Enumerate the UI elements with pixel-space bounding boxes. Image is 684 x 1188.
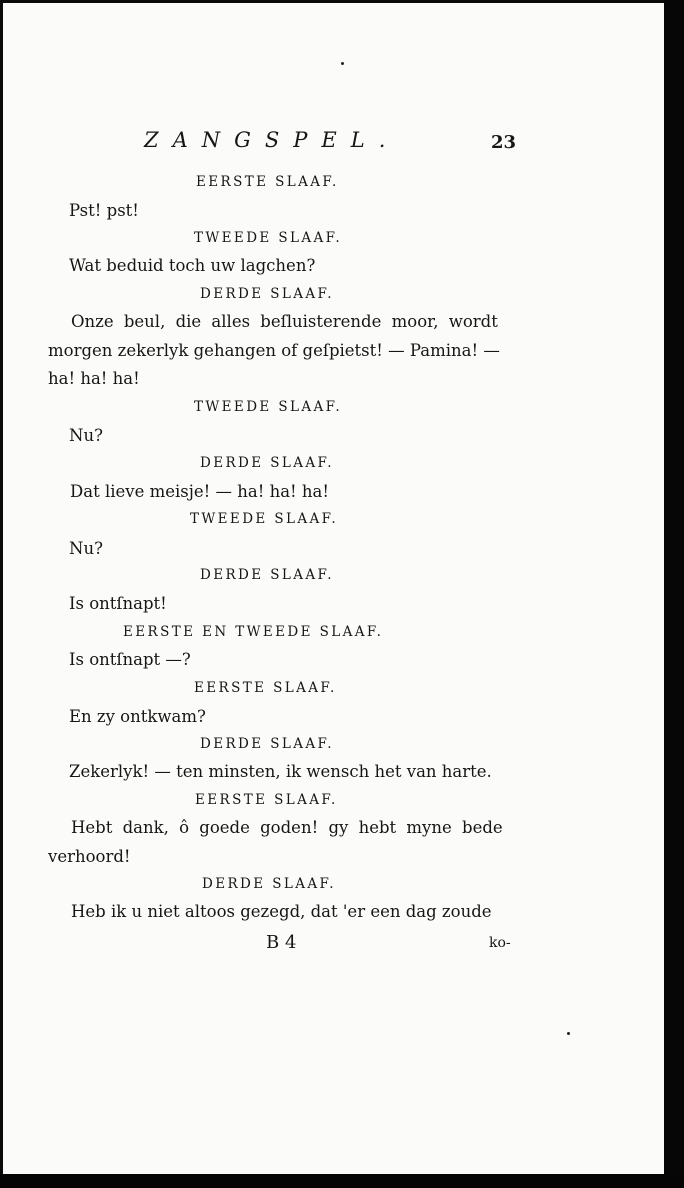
speaker-label: DERDE SLAAF. <box>200 736 334 752</box>
speech-line: Nu? <box>69 426 103 445</box>
speaker-label: EERSTE EN TWEEDE SLAAF. <box>123 624 384 640</box>
scan-border-top <box>0 0 684 3</box>
speaker-label: DERDE SLAAF. <box>202 876 336 892</box>
ink-speck <box>567 1032 570 1035</box>
running-head-title: ZANGSPEL. <box>144 128 400 152</box>
scan-border-right <box>664 0 684 1188</box>
signature-mark: B 4 <box>266 932 297 953</box>
speaker-label: TWEEDE SLAAF. <box>190 511 339 527</box>
speech-line: Dat lieve meisje! — ha! ha! ha! <box>70 482 330 501</box>
ink-speck <box>341 62 344 65</box>
speaker-label: EERSTE SLAAF. <box>195 792 338 808</box>
speech-line: Pst! pst! <box>69 201 139 220</box>
speech-line: ha! ha! ha! <box>48 369 140 388</box>
speech-line: Heb ik u niet altoos gezegd, dat 'er een dag zoude <box>71 902 492 921</box>
speaker-label: DERDE SLAAF. <box>200 455 334 471</box>
speaker-label: TWEEDE SLAAF. <box>194 399 343 415</box>
speaker-label: EERSTE SLAAF. <box>194 680 337 696</box>
speech-line: Hebt dank, ô goede goden! gy hebt myne bede <box>71 818 503 837</box>
speech-line: En zy ontkwam? <box>69 707 206 726</box>
speaker-label: EERSTE SLAAF. <box>196 174 339 190</box>
scan-border-left <box>0 0 3 1188</box>
speaker-label: DERDE SLAAF. <box>200 567 334 583</box>
speech-line: Is ontſnapt! <box>69 594 167 613</box>
page-number: 23 <box>491 132 517 153</box>
speech-line: morgen zekerlyk gehangen of geſpietst! — Pamina! — <box>48 341 500 360</box>
speaker-label: TWEEDE SLAAF. <box>194 230 343 246</box>
speech-line: Nu? <box>69 539 103 558</box>
speech-line: Zekerlyk! — ten minsten, ik wensch het van harte. <box>69 762 492 781</box>
speech-line: verhoord! <box>48 847 131 866</box>
speech-line: Is ontſnapt —? <box>69 650 191 669</box>
scan-border-bottom <box>0 1174 684 1188</box>
speech-line: Wat beduid toch uw lagchen? <box>69 256 316 275</box>
catchword: ko- <box>489 935 511 951</box>
speaker-label: DERDE SLAAF. <box>200 286 334 302</box>
speech-line: Onze beul, die alles beſluisterende moor, wordt <box>71 312 498 331</box>
